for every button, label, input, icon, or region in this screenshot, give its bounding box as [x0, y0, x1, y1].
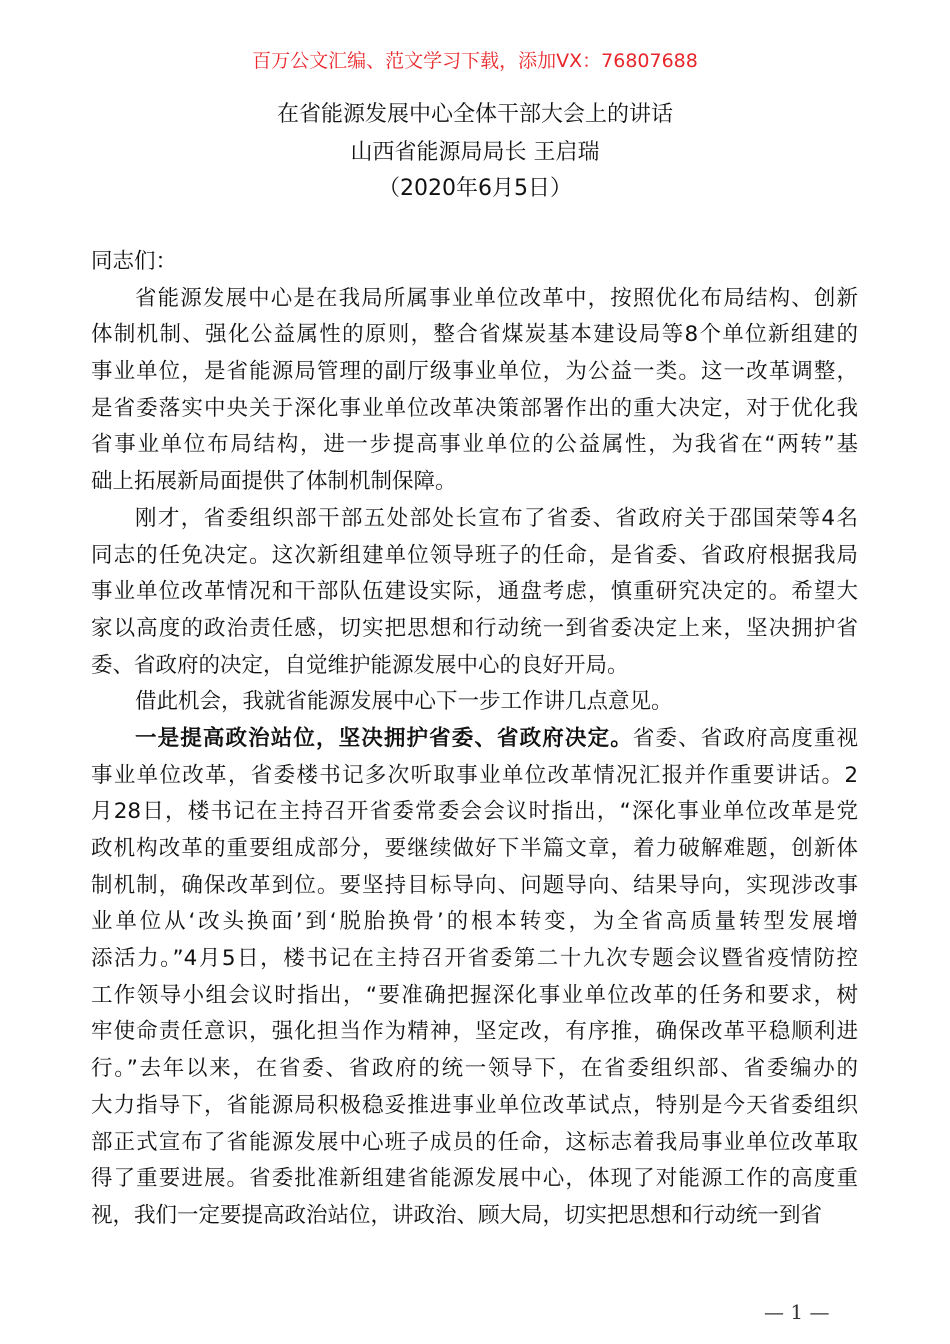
text-line [91, 684, 858, 721]
author-line: 山西省能源局局长 王启瑞 [350, 140, 600, 165]
text-line [91, 831, 858, 868]
line-text: 牢使命责任意识，强化担当作为精神，坚定改，有序推，确保改革平稳顺利进 [91, 1019, 858, 1045]
line-text: 大力指导下，省能源局积极稳妥推进事业单位改革试点，特别是今天省委组织 [91, 1092, 858, 1118]
paragraph [91, 281, 858, 501]
text-line [91, 464, 858, 501]
watermark-header: 百万公文汇编、范文学习下载，添加VX：76807688 [252, 50, 698, 72]
line-text: 体制机制、强化公益属性的原则，整合省煤炭基本建设局等8个单位新组建的 [91, 322, 858, 348]
line-text: 省能源发展中心是在我局所属事业单位改革中，按照优化布局结构、创新 [135, 285, 858, 311]
document-title: 在省能源发展中心全体干部大会上的讲话 [276, 102, 673, 127]
salutation: 同志们： [91, 249, 178, 274]
line-text: 委、省政府的决定，自觉维护能源发展中心的良好开局。 [91, 652, 629, 678]
text-line [91, 317, 858, 354]
bold-lead: 一是提高政治站位，坚决拥护省委、省政府决定。 [135, 725, 633, 751]
text-line [91, 611, 858, 648]
line-text: 省事业单位布局结构，进一步提高事业单位的公益属性，为我省在“两转”基 [91, 432, 858, 458]
text-line [91, 1051, 858, 1088]
text-line [91, 904, 858, 941]
text-line [91, 1088, 858, 1125]
line-text: 制机制，确保改革到位。要坚持目标导向、问题导向、结果导向，实现涉改事 [91, 872, 858, 898]
line-text: 是省委落实中央关于深化事业单位改革决策部署作出的重大决定，对于优化我 [91, 395, 858, 421]
line-text: 省委、省政府高度重视 [632, 725, 858, 751]
text-line [91, 941, 858, 978]
line-text: 同志的任免决定。这次新组建单位领导班子的任命，是省委、省政府根据我局 [91, 542, 858, 568]
document-body [91, 244, 858, 1235]
date-line: （2020年6月5日） [378, 176, 572, 201]
line-text: 月28日，楼书记在主持召开省委常委会会议时指出，“深化事业单位改革是党 [91, 799, 858, 825]
text-line [91, 391, 858, 428]
text-line [91, 1198, 858, 1235]
text-line [91, 354, 858, 391]
line-text: 事业单位改革情况和干部队伍建设实际，通盘考虑，慎重研究决定的。希望大 [91, 579, 858, 605]
text-line [91, 868, 858, 905]
page-number: — 1 — [764, 1300, 830, 1324]
text-line [91, 758, 858, 795]
text-line [91, 1161, 858, 1198]
line-text: 工作领导小组会议时指出，“要准确把握深化事业单位改革的任务和要求，树 [91, 982, 858, 1008]
text-line [91, 794, 858, 831]
line-text: 添活力。”4月5日，楼书记在主持召开省委第二十九次专题会议暨省疫情防控 [91, 946, 858, 972]
line-text: 家以高度的政治责任感，切实把思想和行动统一到省委决定上来，坚决拥护省 [91, 615, 858, 641]
line-text: 得了重要进展。省委批准新组建省能源发展中心，体现了对能源工作的高度重 [91, 1166, 858, 1192]
line-text: 政机构改革的重要组成部分，要继续做好下半篇文章，着力破解难题，创新体 [91, 836, 858, 861]
text-line [91, 538, 858, 575]
line-text: 刚才，省委组织部干部五处部处长宣布了省委、省政府关于邵国荣等4名 [135, 505, 858, 531]
paragraph [91, 684, 858, 721]
line-text: 借此机会，我就省能源发展中心下一步工作讲几点意见。 [135, 689, 673, 715]
line-text: 部正式宣布了省能源发展中心班子成员的任命，这标志着我局事业单位改革取 [91, 1129, 858, 1155]
text-line [91, 1014, 858, 1051]
line-text: 视，我们一定要提高政治站位，讲政治、顾大局，切实把思想和行动统一到省 [91, 1202, 823, 1228]
paragraph [91, 501, 858, 684]
text-line [91, 978, 858, 1015]
text-line [91, 648, 858, 685]
line-text: 础上拓展新局面提供了体制机制保障。 [91, 469, 457, 495]
text-line [91, 721, 858, 758]
line-text: 行。”去年以来，在省委、省政府的统一领导下，在省委组织部、省委编办的 [91, 1056, 858, 1082]
text-line [91, 281, 858, 318]
line-text: 事业单位改革，省委楼书记多次听取事业单位改革情况汇报并作重要讲话。2 [91, 762, 858, 788]
text-line [91, 427, 858, 464]
text-line [91, 501, 858, 538]
text-line [91, 574, 858, 611]
text-line [91, 1125, 858, 1162]
line-text: 业单位从‘改头换面’到‘脱胎换骨’的根本转变，为全省高质量转型发展增 [91, 909, 858, 935]
paragraph [91, 721, 858, 1235]
line-text: 事业单位，是省能源局管理的副厅级事业单位，为公益一类。这一改革调整， [91, 359, 858, 385]
